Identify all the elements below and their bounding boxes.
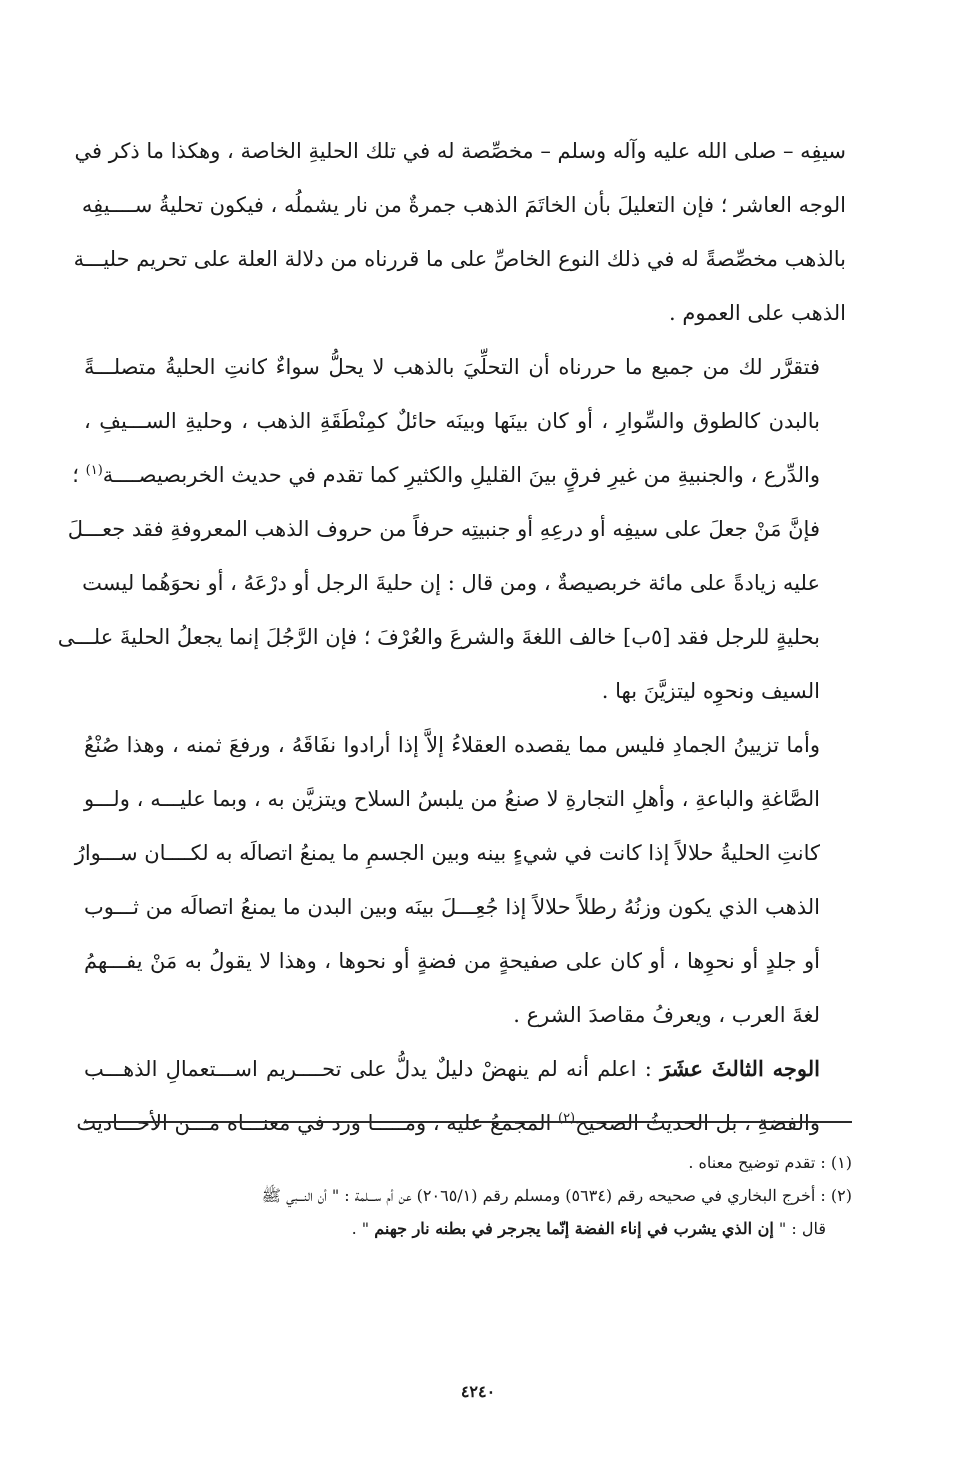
text-line: أو جلدٍ أو نحوِها ، أو كان على صفيحةٍ من فضةٍ أو نحوها ، وهذا لا يقولُ به مَنْ يفـــهمُ: [84, 949, 820, 973]
footnote-divider: [84, 1121, 852, 1123]
text-line: فإنَّ مَنْ جعلَ على سيفِه أو درعِهِ أو جنبيتِه حرفاً من حروف الذهب المعروفةِ فقد جعـــلَ: [67, 517, 820, 541]
text-segment: قال : ": [773, 1219, 826, 1238]
footnote-ref-1[interactable]: (١): [85, 463, 103, 478]
text-line: كانتِ الحليةُ حلالاً إذا كانت في شيءٍ بينه وبين الجسمِ ما يمنعُ اتصالَه به لكــــان ســـوارُ: [74, 841, 820, 865]
text-line: [84, 1042, 846, 1096]
text-line: الوجه العاشر ؛ فإن التعليلَ بأن الخاتَمَ الذهب جمرةٌ من نار يشملُه ، فيكون تحليةُ ســــيفِه: [81, 193, 846, 217]
text-line: الذهب الذي يكون وزنُهُ رطلاً حلالاً إذا جُعِـــلَ بينَه وبين البدن ما يمنعُ اتصالَه من ثـــوب: [84, 895, 820, 919]
text-line: فتقرَّر لك من جميع ما حررناه أن التحلِّيَ بالذهب لا يحلُّ سواءٌ كانتِ الحليةُ متصلـــةً: [84, 355, 820, 379]
text-line: [76, 1096, 846, 1150]
text-line: سيفِه – صلى الله عليه وآله وسلم – مخصِّصة له في تلك الحليةِ الخاصة ، وهكذا ما ذكر في: [74, 139, 846, 163]
footnote-2: (٢) : أخرج البخاري في صحيحه رقم (٥٦٣٤) ومسلم رقم (٢٠٦٥/١) عن أم ســـلمة : " أن النـــبي ﷺ: [261, 1186, 852, 1205]
main-text: [57, 124, 846, 1150]
text-segment: المجمعُ عليه ، ومـــــا ورد في معنـــاه مـــن الأحـــاديث: [76, 1111, 558, 1135]
page-number: ٤٢٤٠: [460, 1382, 496, 1401]
text-line: بحليةٍ للرجل فقد [٥ب] خالف اللغةَ والشرعَ والعُرْفَ ؛ فإن الرَّجُلَ إنما يجعلُ الحليةَ علـــى: [57, 625, 820, 649]
text-line: السيف ونحوِه ليتزيَّنَ بها .: [601, 679, 820, 703]
text-line: بالذهب مخصِّصةً له في ذلك النوع الخاصِّ على ما قررناه من دلالة العلة على تحريم حليـــة: [73, 247, 846, 271]
text-line: عليه زيادةً على مائة خربصيصةٌ ، ومن قال : إن حليةَ الرجل أو درْعَهُ ، أو نحوَهُما ليست: [82, 571, 820, 595]
footnote-2-continuation: [84, 1212, 852, 1245]
text-line: الذهب على العموم .: [669, 301, 846, 325]
hadith-quote: إن الذي يشرب في إناء الفضة إنّما يجرجر في بطنه نار جهنم: [374, 1219, 774, 1238]
text-segment: والفضةِ ، بل الحديثُ الصحيح: [575, 1111, 820, 1135]
text-segment: : اعلم أنه لم ينهضْ دليلٌ يدلُّ على تحــــريم اســـتعمالِ الذهـــب: [84, 1057, 661, 1081]
paragraph-2: [57, 340, 846, 718]
text-line: وأما تزيينُ الجمادِ فليس مما يقصده العقلاءُ إلاَّ إذا أرادوا نفَاقَهُ ، ورفعَ ثمنه ، وهذا صُنْعُ: [84, 733, 820, 757]
text-line: الصَّاغةِ والباعةِ ، وأهلِ التجارةِ لا صنعُ من يلبسُ السلاح ويتزيَّن به ، وبما عليـــه ، ولـــو: [84, 787, 820, 811]
text-segment: ؛: [72, 463, 86, 487]
paragraph-4: [76, 1042, 846, 1150]
section-heading: الوجه الثالثَ عشَرَ: [660, 1056, 820, 1081]
text-segment: " .: [351, 1219, 375, 1238]
text-line: [72, 448, 846, 502]
text-line: لغةَ العرب ، ويعرفُ مقاصدَ الشرع .: [513, 1003, 820, 1027]
footnotes: [84, 1146, 852, 1245]
paragraph-3: [74, 718, 846, 1042]
footnote-1: (١) : تقدم توضيح معناه .: [688, 1153, 852, 1172]
text-line: بالبدن كالطوق والسِّوارِ ، أو كان بينَها وبينَه حائلٌ كمِنْطَقَةِ الذهب ، وحليةِ الســـيفِ ،: [84, 409, 820, 433]
text-segment: والدِّرع ، والجنبيةِ من غيرِ فرقٍ بينَ القليلِ والكثيرِ كما تقدم في حديث الخربصيصــــة: [102, 463, 820, 487]
footnote-ref-2[interactable]: (٢): [557, 1111, 576, 1126]
paragraph-1: [73, 124, 846, 340]
